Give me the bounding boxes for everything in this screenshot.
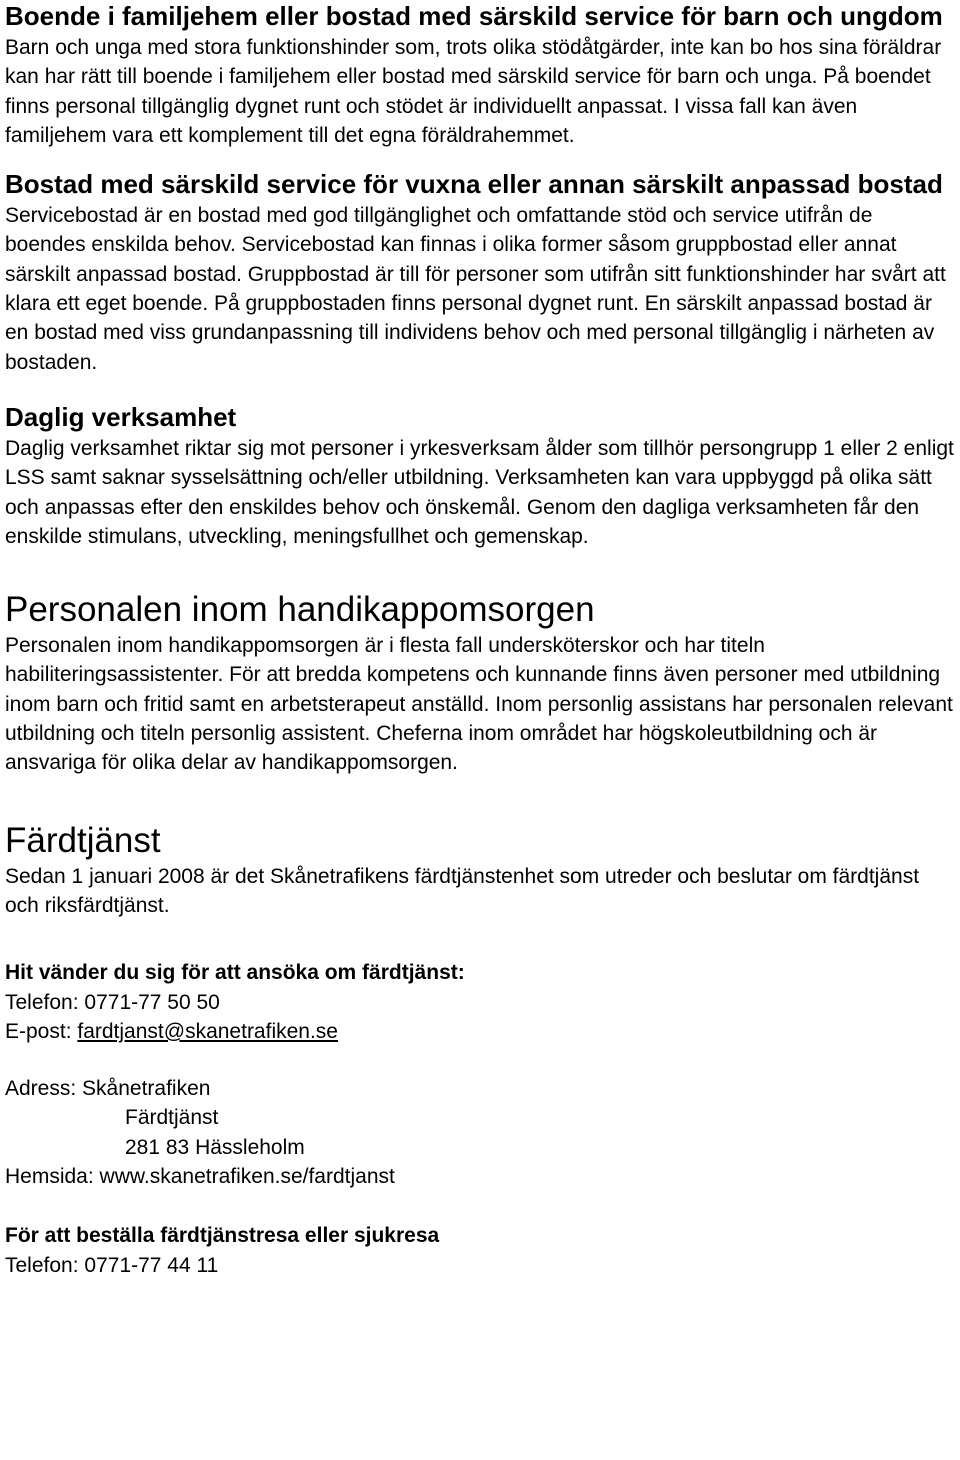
section-heading: Daglig verksamhet <box>5 401 237 432</box>
address-org: Skånetrafiken <box>82 1077 211 1101</box>
email-label: E-post: <box>5 1019 72 1043</box>
address-line-1 <box>5 1074 954 1103</box>
phone-label: Telefon: <box>5 1253 79 1277</box>
contact-apply <box>5 958 954 1046</box>
address-block <box>5 1074 954 1191</box>
section-transport-service <box>5 820 954 921</box>
section-body: Barn och unga med stora funktionshinder som, trots olika stödåtgärder, inte kan bo hos sina föräldrar kan har rätt till boende i familjehem eller bostad med särskild service för barn och unga. På boendet finns personal tillgänglig dygnet runt och stödet är individuellt anpassat. I vissa fall kan även familjehem vara ett komplement till det egna föräldrahemmet. <box>5 36 942 147</box>
phone-line <box>5 1251 954 1280</box>
phone-line <box>5 988 954 1017</box>
phone-number: 0771-77 44 11 <box>84 1253 219 1277</box>
section-children-housing <box>5 0 954 150</box>
section-adult-housing <box>5 168 954 377</box>
phone-number: 0771-77 50 50 <box>84 990 220 1014</box>
section-heading: Personalen inom handikappomsorgen <box>5 590 595 630</box>
contact-booking <box>5 1221 954 1280</box>
contact-heading: Hit vänder du sig för att ansöka om färdtjänst: <box>5 961 465 985</box>
section-daily-activity <box>5 401 954 551</box>
section-heading: Färdtjänst <box>5 820 161 860</box>
email-line <box>5 1017 954 1046</box>
address-line-3: 281 83 Hässleholm <box>125 1135 305 1159</box>
section-body: Daglig verksamhet riktar sig mot personer i yrkesverksam ålder som tillhör persongrupp 1 eller 2 enligt LSS samt saknar sysselsättning och/eller utbildning. Verksamheten kan vara uppbyggd på olika sätt och anpassas efter den enskildes behov och önskemål. Genom den dagliga verksamheten får den enskilde stimulans, utveckling, meningsfullhet och gemenskap. <box>5 436 954 548</box>
section-body: Sedan 1 januari 2008 är det Skånetrafikens färdtjänstenhet som utreder och beslutar om färdtjänst och riksfärdtjänst. <box>5 864 920 917</box>
phone-label: Telefon: <box>5 990 79 1014</box>
section-body: Servicebostad är en bostad med god tillgänglighet och omfattande stöd och service utifrån de boendes enskilda behov. Servicebostad kan finnas i olika former såsom gruppbostad eller annat särskilt anpassad bostad. Gruppbostad är till för personer som utifrån sitt funktionshinder har svårt att klara ett eget boende. På gruppbostaden finns personal dygnet runt. En särskilt anpassad bostad är en bostad med viss grundanpassning till individens behov och med personal tillgänglig i närheten av bostaden. <box>5 204 946 374</box>
section-staff <box>5 589 954 777</box>
address-line-2: Färdtjänst <box>125 1106 219 1130</box>
section-heading: Boende i familjehem eller bostad med särskild service för barn och ungdom <box>5 1 943 31</box>
section-body: Personalen inom handikappomsorgen är i flesta fall undersköterskor och har titeln habiliteringsassistenter. För att bredda kompetens och kunnande finns även personer med utbildning inom barn och fritid samt en arbetsterapeut anställd. Inom personlig assistans har personalen relevant utbildning och titeln personlig assistent. Cheferna inom området har högskoleutbildning och är ansvariga för olika delar av handikappomsorgen. <box>5 634 953 775</box>
address-label: Adress: <box>5 1077 77 1101</box>
contact-heading: För att beställa färdtjänstresa eller sjukresa <box>5 1224 440 1248</box>
section-heading: Bostad med särskild service för vuxna eller annan särskilt anpassad bostad <box>5 169 943 200</box>
website-label: Hemsida: <box>5 1165 94 1189</box>
website-url: www.skanetrafiken.se/fardtjanst <box>99 1165 395 1189</box>
email-link[interactable]: fardtjanst@skanetrafiken.se <box>77 1019 338 1043</box>
website-line <box>5 1162 954 1191</box>
